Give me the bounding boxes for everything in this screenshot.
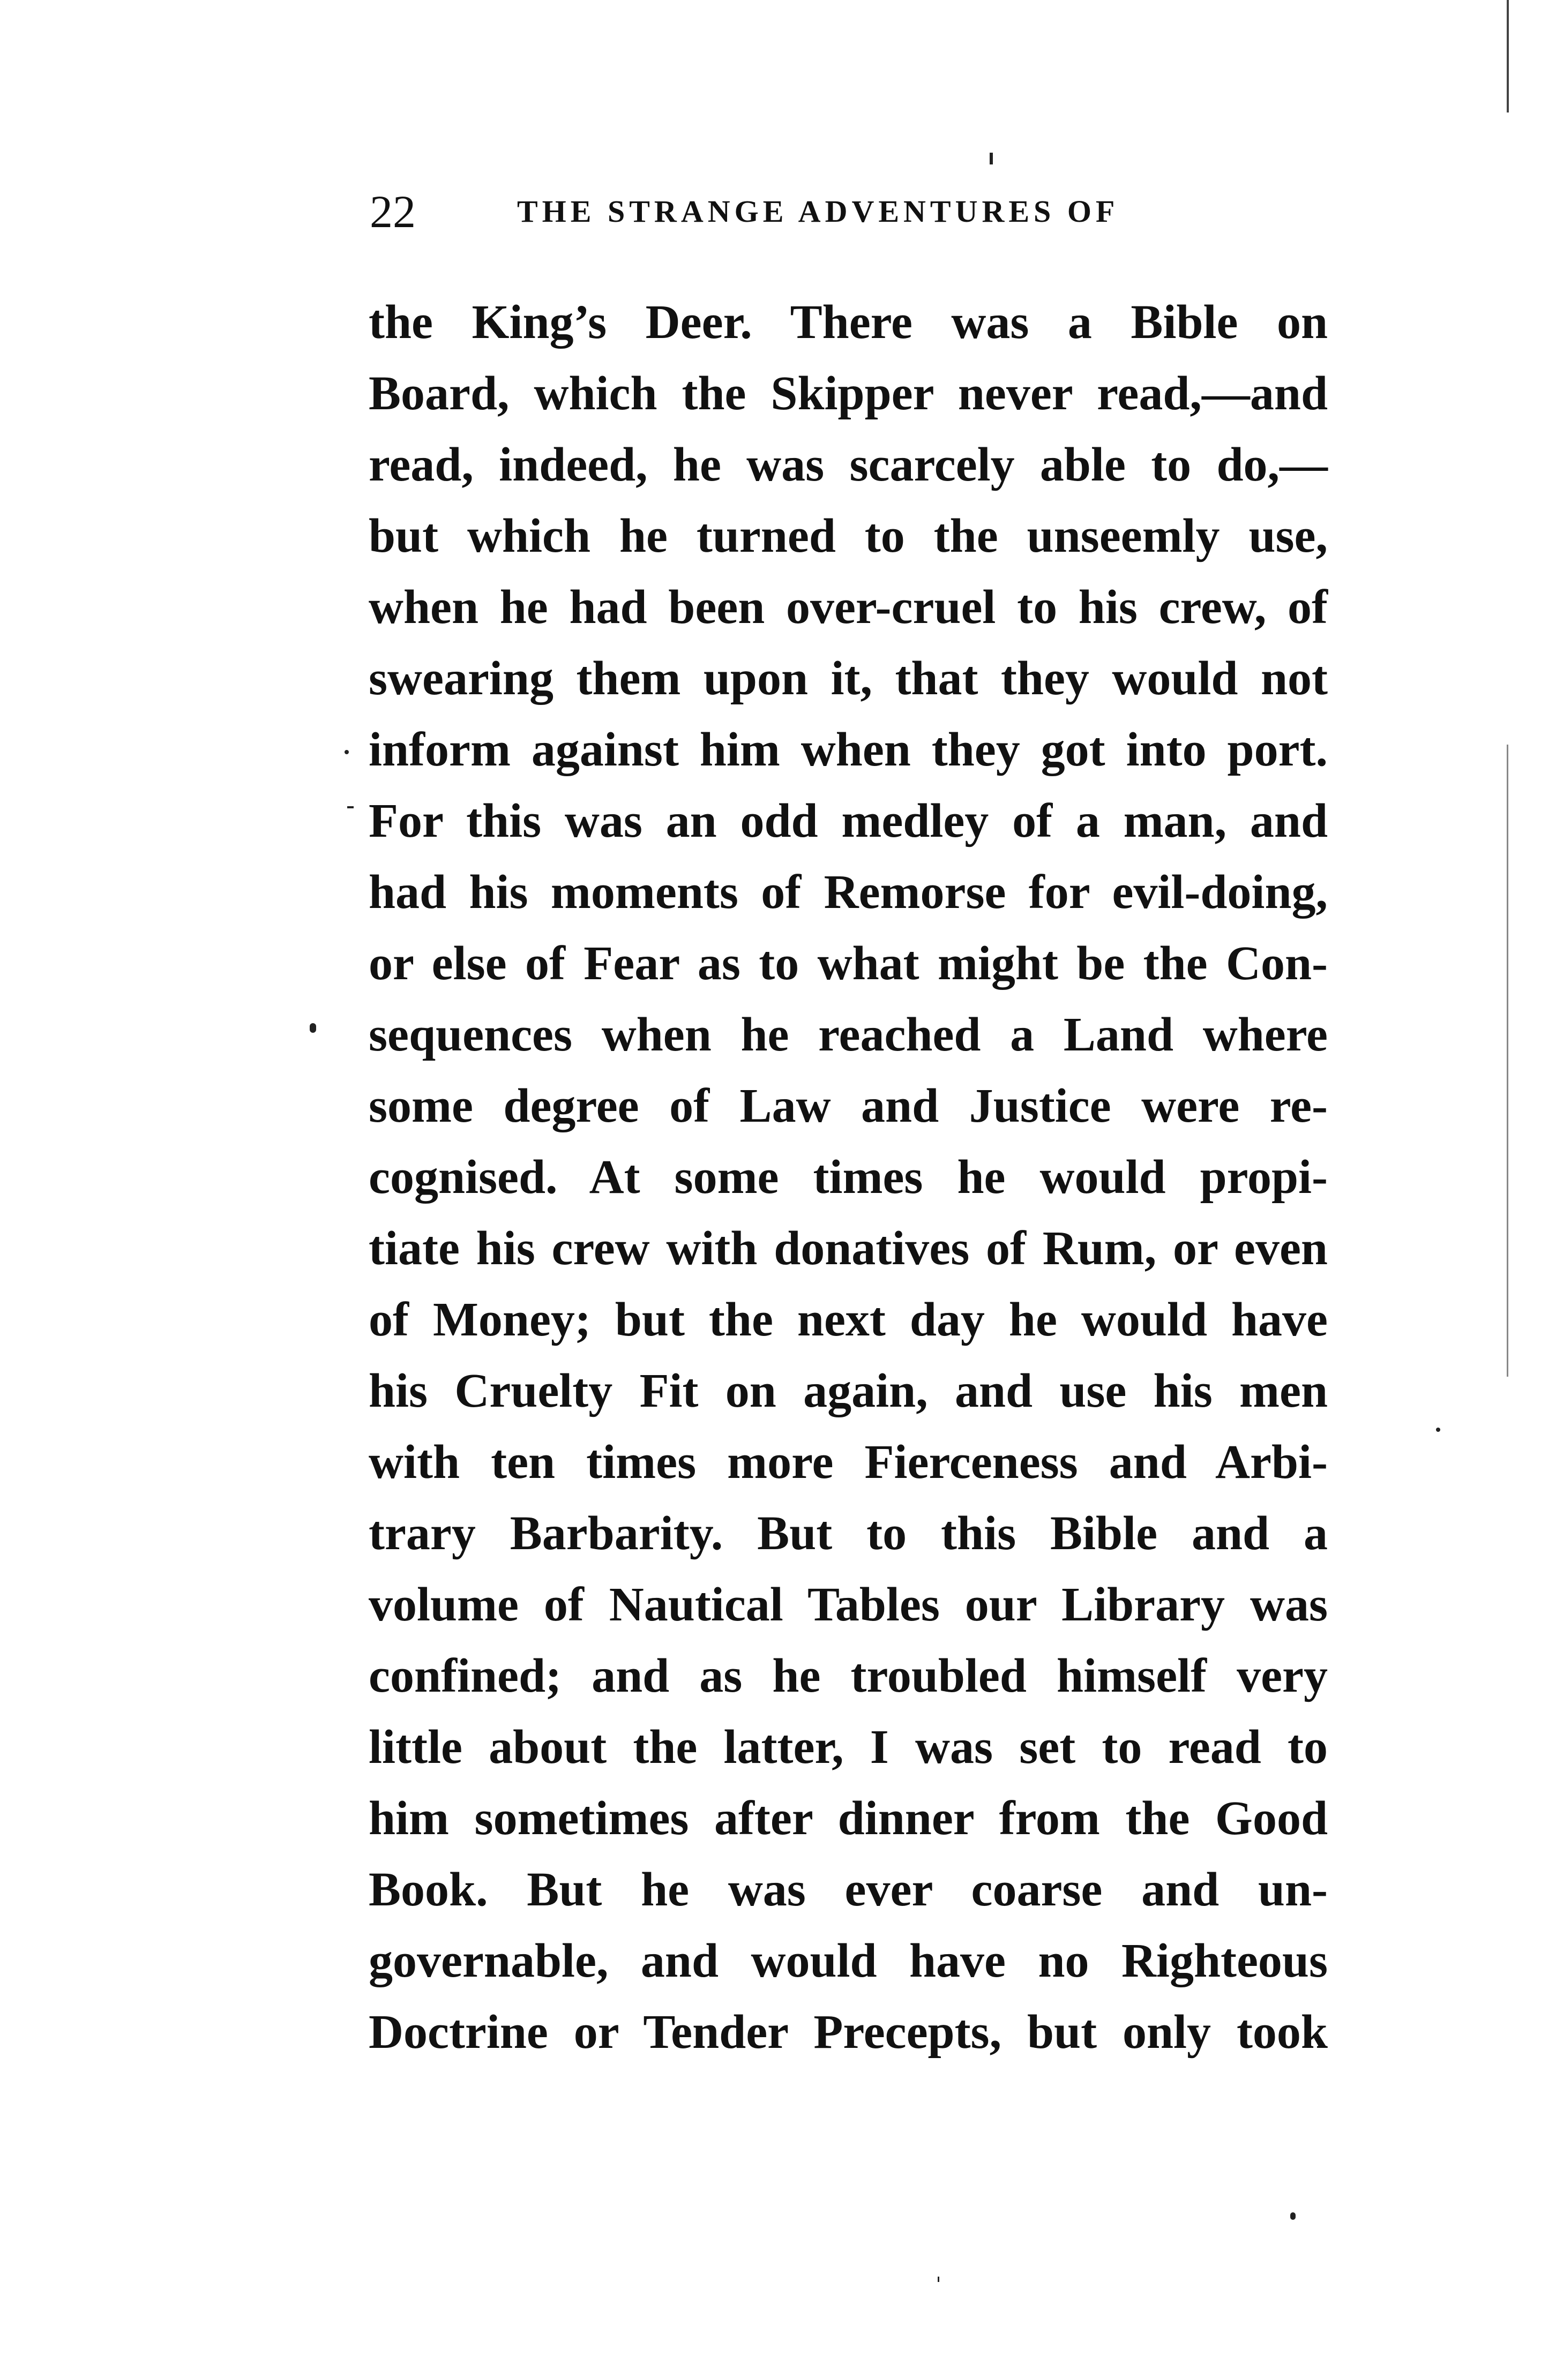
- text-line: Board, which the Skipper never read,—and: [369, 367, 1328, 420]
- text-line: cognised. At some times he would propi-: [369, 1151, 1328, 1204]
- text-line: or else of Fear as to what might be the Con-: [369, 937, 1328, 990]
- text-line: but which he turned to the unseemly use,: [369, 509, 1328, 562]
- scan-speck: [1436, 1428, 1440, 1432]
- page-number: 22: [370, 186, 416, 237]
- scan-speck: [345, 750, 349, 754]
- text-line: Doctrine or Tender Precepts, but only took: [369, 2006, 1328, 2059]
- scan-edge-line: [1507, 0, 1509, 112]
- scan-speck: [990, 153, 993, 164]
- running-head: THE STRANGE ADVENTURES OF: [517, 194, 1119, 229]
- text-line: read, indeed, he was scarcely able to do,—: [369, 438, 1328, 491]
- text-line: governable, and would have no Righteous: [369, 1934, 1328, 1987]
- text-line: little about the latter, I was set to read to: [369, 1721, 1328, 1774]
- text-line: him sometimes after dinner from the Good: [369, 1792, 1328, 1845]
- scan-edge-line: [1507, 745, 1508, 1377]
- page-header: [370, 182, 1173, 241]
- text-line: inform against him when they got into port.: [369, 723, 1328, 776]
- text-line: his Cruelty Fit on again, and use his men: [369, 1364, 1328, 1417]
- text-line: had his moments of Remorse for evil-doing,: [369, 866, 1328, 919]
- text-line: the King’s Deer. There was a Bible on: [369, 296, 1328, 349]
- text-line: trary Barbarity. But to this Bible and a: [369, 1507, 1328, 1560]
- text-line: volume of Nautical Tables our Library was: [369, 1578, 1328, 1631]
- text-line: sequences when he reached a Land where: [369, 1008, 1328, 1061]
- text-line: with ten times more Fierceness and Arbi-: [369, 1436, 1328, 1489]
- scan-speck: [347, 806, 354, 808]
- text-line: tiate his crew with donatives of Rum, or even: [369, 1222, 1328, 1275]
- text-line: For this was an odd medley of a man, and: [369, 794, 1328, 847]
- scan-speck: [310, 1023, 316, 1033]
- text-line: Book. But he was ever coarse and un-: [369, 1863, 1328, 1916]
- scan-speck: [938, 2277, 939, 2282]
- text-line: some degree of Law and Justice were re-: [369, 1079, 1328, 1132]
- text-line: when he had been over-cruel to his crew, of: [369, 581, 1328, 634]
- text-line: swearing them upon it, that they would not: [369, 652, 1328, 705]
- body-text: [369, 287, 1328, 2068]
- text-line: confined; and as he troubled himself very: [369, 1649, 1328, 1702]
- scan-speck: [1290, 2212, 1296, 2220]
- text-line: of Money; but the next day he would have: [369, 1293, 1328, 1346]
